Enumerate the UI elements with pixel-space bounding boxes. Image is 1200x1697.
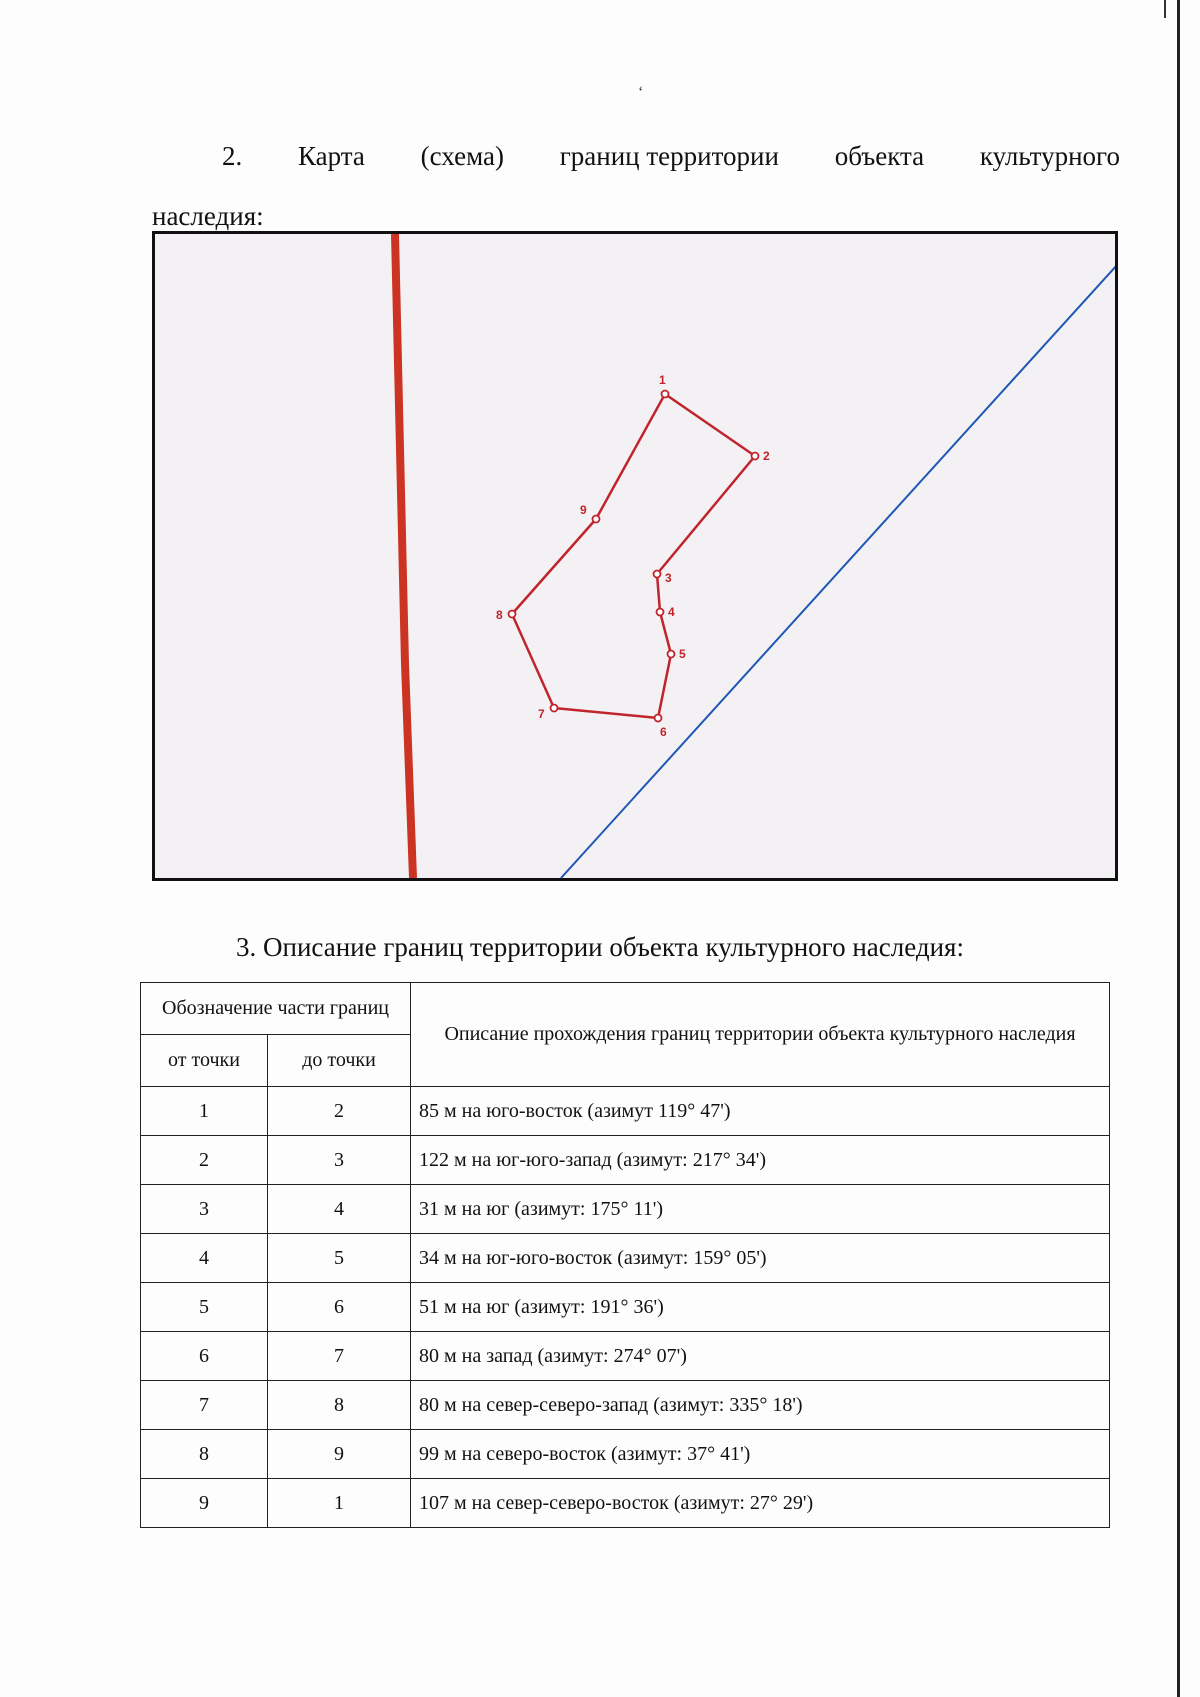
row-from: 1 [141,1087,268,1136]
map-road-line [395,234,413,878]
vertex-marker-4 [657,609,664,616]
section-2-line-2: наследия: [152,201,264,231]
row-description: 51 м на юг (азимут: 191° 36') [411,1283,1110,1332]
vertex-label-5: 5 [679,647,686,661]
section-2-word-5: культурного [979,141,1120,171]
page-mark: ʻ [638,84,644,101]
vertex-label-4: 4 [668,605,675,619]
table-row [141,1430,1110,1479]
section-2-line-1 [152,126,1120,186]
row-description: 85 м на юго-восток (азимут 119° 47') [411,1087,1110,1136]
vertex-marker-6 [655,715,662,722]
row-from: 9 [141,1479,268,1528]
vertex-label-9: 9 [580,503,587,517]
table-row [141,1136,1110,1185]
row-description: 80 м на запад (азимут: 274° 07') [411,1332,1110,1381]
boundary-polygon [512,394,755,718]
row-from: 8 [141,1430,268,1479]
table-row [141,1087,1110,1136]
row-to: 8 [268,1381,411,1430]
boundary-map-svg [155,234,1115,878]
vertex-label-8: 8 [496,608,503,622]
row-to: 4 [268,1185,411,1234]
row-from: 7 [141,1381,268,1430]
vertex-marker-9 [593,516,600,523]
section-2-word-1: Карта [298,141,365,171]
row-from: 3 [141,1185,268,1234]
row-from: 4 [141,1234,268,1283]
row-to: 2 [268,1087,411,1136]
table-row [141,1381,1110,1430]
section-2-word-4: объекта [834,141,925,171]
boundary-vertices [496,373,770,739]
vertex-label-3: 3 [665,571,672,585]
header-description: Описание прохождения границ территории объекта культурного наследия [411,983,1110,1087]
vertex-marker-5 [668,651,675,658]
table-row [141,1332,1110,1381]
section-2-word-3: границ территории [559,141,779,171]
row-to: 1 [268,1479,411,1528]
header-to-point: до точки [268,1035,411,1087]
table-row [141,1234,1110,1283]
row-description: 122 м на юг-юго-запад (азимут: 217° 34') [411,1136,1110,1185]
boundary-description-table [140,982,1110,1528]
header-boundary-part: Обозначение части границ [141,983,411,1035]
vertex-label-2: 2 [763,449,770,463]
row-to: 6 [268,1283,411,1332]
vertex-marker-7 [551,705,558,712]
scan-edge-tick [1164,0,1166,18]
row-description: 107 м на север-северо-восток (азимут: 27° 29') [411,1479,1110,1528]
vertex-marker-3 [654,571,661,578]
row-from: 2 [141,1136,268,1185]
vertex-label-7: 7 [538,707,545,721]
map-blue-line [561,265,1115,878]
section-2-word-2: (схема) [420,141,504,171]
row-from: 5 [141,1283,268,1332]
scan-edge-line [1177,0,1180,1697]
row-description: 80 м на север-северо-запад (азимут: 335° 18') [411,1381,1110,1430]
row-to: 5 [268,1234,411,1283]
section-2-number: 2. [222,141,243,171]
boundary-map [152,231,1118,881]
vertex-label-1: 1 [659,373,666,387]
vertex-label-6: 6 [660,725,667,739]
row-description: 34 м на юг-юго-восток (азимут: 159° 05') [411,1234,1110,1283]
vertex-marker-8 [509,611,516,618]
row-to: 3 [268,1136,411,1185]
table-row [141,1185,1110,1234]
row-from: 6 [141,1332,268,1381]
table-row [141,1479,1110,1528]
header-from-point: от точки [141,1035,268,1087]
vertex-marker-2 [752,453,759,460]
vertex-marker-1 [662,391,669,398]
row-to: 7 [268,1332,411,1381]
row-description: 31 м на юг (азимут: 175° 11') [411,1185,1110,1234]
section-2-heading [152,126,1120,246]
table-row [141,1283,1110,1332]
row-to: 9 [268,1430,411,1479]
row-description: 99 м на северо-восток (азимут: 37° 41') [411,1430,1110,1479]
section-3-heading: 3. Описание границ территории объекта культурного наследия: [236,932,964,962]
